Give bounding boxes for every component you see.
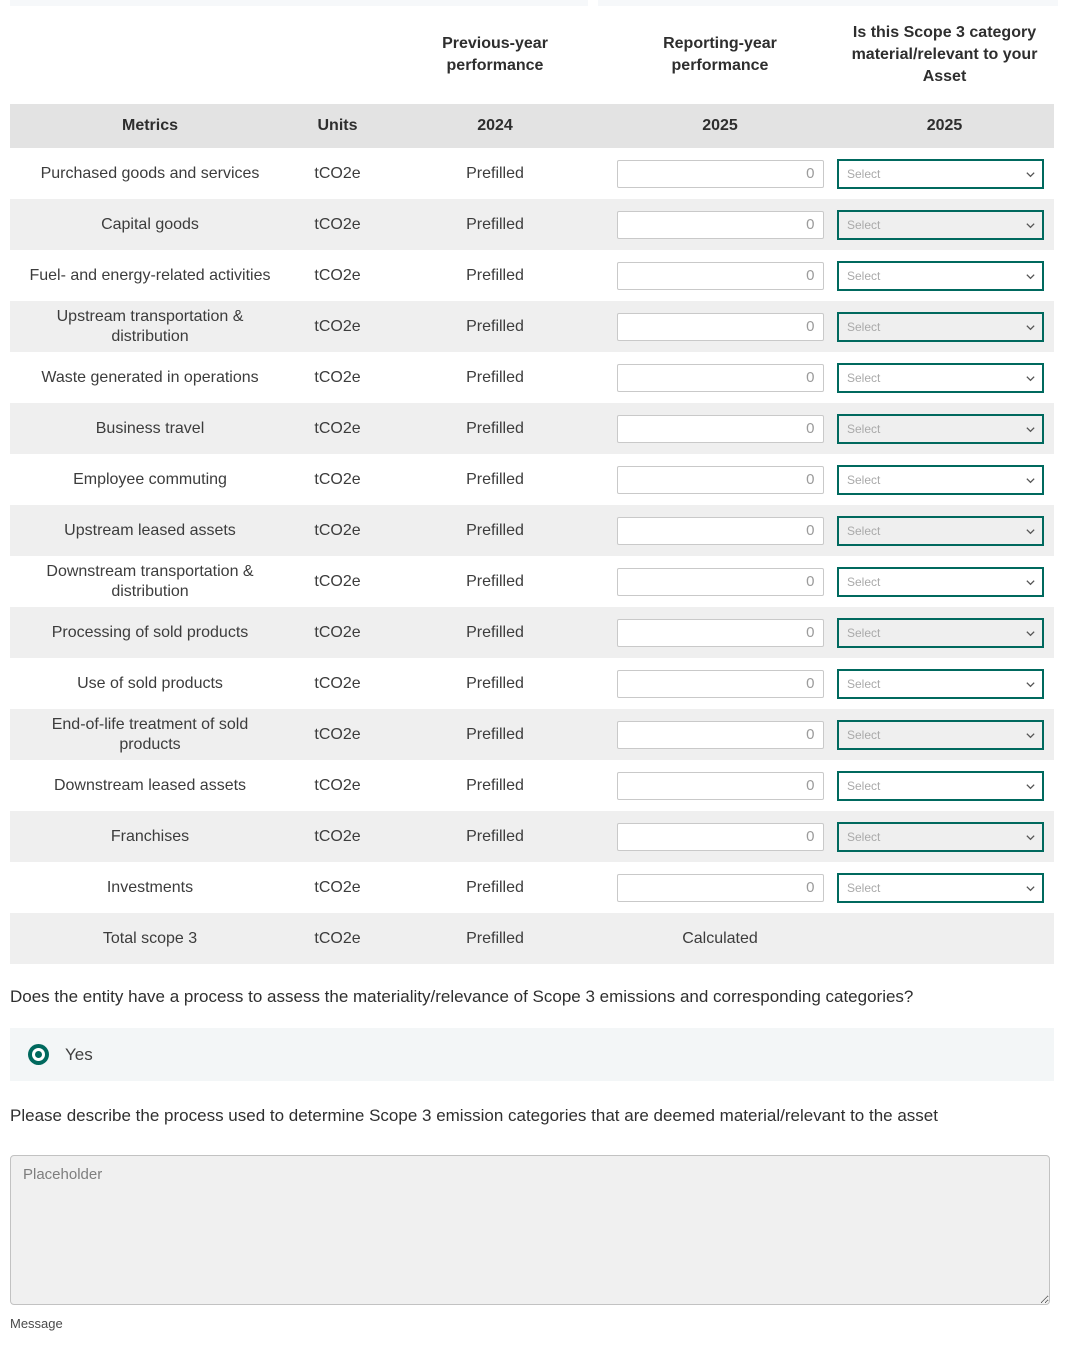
material-select[interactable] bbox=[837, 516, 1044, 546]
total-metric-name: Total scope 3 bbox=[102, 929, 198, 947]
material-select[interactable] bbox=[837, 873, 1044, 903]
metric-name: Upstream leased assets bbox=[64, 521, 236, 539]
table-row bbox=[10, 454, 1054, 505]
table-header-row bbox=[10, 104, 1054, 148]
material-select[interactable] bbox=[837, 210, 1044, 240]
material-select[interactable] bbox=[837, 159, 1044, 189]
material-select-wrap bbox=[837, 210, 1044, 240]
previous-year-value: Prefilled bbox=[466, 317, 524, 335]
table-row bbox=[10, 607, 1054, 658]
metric-unit: tCO2e bbox=[314, 215, 361, 233]
metric-unit: tCO2e bbox=[314, 470, 361, 488]
metric-name: Investments bbox=[106, 878, 194, 896]
scope3-material-header: Is this Scope 3 category material/relevant to your Asset bbox=[851, 24, 1038, 85]
metric-unit: tCO2e bbox=[314, 572, 361, 590]
reporting-year-performance-header: Reporting-year performance bbox=[663, 35, 777, 74]
metric-name: Employee commuting bbox=[73, 470, 227, 488]
reporting-year-input[interactable] bbox=[617, 466, 824, 494]
table-row bbox=[10, 505, 1054, 556]
reporting-year-input[interactable] bbox=[617, 262, 824, 290]
material-select-wrap bbox=[837, 618, 1044, 648]
material-select[interactable] bbox=[837, 363, 1044, 393]
table-row bbox=[10, 658, 1054, 709]
metric-name: Purchased goods and services bbox=[40, 164, 260, 182]
metric-unit: tCO2e bbox=[314, 776, 361, 794]
previous-year-performance-header: Previous-year performance bbox=[442, 35, 548, 74]
previous-year-value: Prefilled bbox=[466, 521, 524, 539]
table-row bbox=[10, 301, 1054, 352]
metric-unit: tCO2e bbox=[314, 725, 361, 743]
metric-unit: tCO2e bbox=[314, 674, 361, 692]
previous-year-value: Prefilled bbox=[466, 674, 524, 692]
material-select[interactable] bbox=[837, 771, 1044, 801]
yes-label: Yes bbox=[65, 1044, 93, 1064]
metric-name: Franchises bbox=[110, 827, 190, 845]
table-row bbox=[10, 352, 1054, 403]
material-select-wrap bbox=[837, 873, 1044, 903]
metric-name: Business travel bbox=[95, 419, 205, 437]
table-row bbox=[10, 760, 1054, 811]
metric-unit: tCO2e bbox=[314, 878, 361, 896]
reporting-year-input[interactable] bbox=[617, 211, 824, 239]
reporting-year-input[interactable] bbox=[617, 823, 824, 851]
total-previous-value: Prefilled bbox=[466, 929, 524, 947]
material-select-wrap bbox=[837, 516, 1044, 546]
material-select-wrap bbox=[837, 669, 1044, 699]
metric-unit: tCO2e bbox=[314, 623, 361, 641]
metric-unit: tCO2e bbox=[314, 164, 361, 182]
metric-unit: tCO2e bbox=[314, 827, 361, 845]
material-select-wrap bbox=[837, 771, 1044, 801]
previous-year-value: Prefilled bbox=[466, 164, 524, 182]
materiality-answer-option[interactable] bbox=[10, 1028, 1054, 1081]
message-label: Message bbox=[10, 1316, 63, 1331]
table-row bbox=[10, 709, 1054, 760]
metrics-column-header: Metrics bbox=[121, 117, 179, 134]
material-select[interactable] bbox=[837, 261, 1044, 291]
reporting-year-input[interactable] bbox=[617, 772, 824, 800]
material-select-wrap bbox=[837, 567, 1044, 597]
materiality-process-question: Does the entity have a process to assess the materiality/relevance of Scope 3 emissions and corresponding categories? bbox=[10, 987, 914, 1006]
table-body bbox=[10, 148, 1054, 913]
total-unit: tCO2e bbox=[314, 929, 361, 947]
reporting-year-input[interactable] bbox=[617, 670, 824, 698]
reporting-year-input[interactable] bbox=[617, 160, 824, 188]
metric-name: Upstream transportation & distribution bbox=[56, 307, 244, 345]
material-select[interactable] bbox=[837, 414, 1044, 444]
previous-year-value: Prefilled bbox=[466, 878, 524, 896]
top-divider-strip-left bbox=[10, 0, 588, 6]
material-select[interactable] bbox=[837, 567, 1044, 597]
material-select-wrap bbox=[837, 414, 1044, 444]
material-select-wrap bbox=[837, 312, 1044, 342]
material-select-wrap bbox=[837, 363, 1044, 393]
yes-radio-ring bbox=[32, 1048, 45, 1061]
material-select-wrap bbox=[837, 261, 1044, 291]
yes-radio-dot bbox=[35, 1051, 42, 1058]
material-year-column-header: 2025 bbox=[926, 117, 963, 134]
material-select-wrap bbox=[837, 465, 1044, 495]
material-select-wrap bbox=[837, 159, 1044, 189]
previous-year-value: Prefilled bbox=[466, 776, 524, 794]
metric-unit: tCO2e bbox=[314, 521, 361, 539]
material-select[interactable] bbox=[837, 465, 1044, 495]
metric-name: Fuel- and energy-related activities bbox=[29, 266, 271, 284]
metric-name: Use of sold products bbox=[77, 674, 223, 692]
previous-year-value: Prefilled bbox=[466, 827, 524, 845]
previous-year-value: Prefilled bbox=[466, 572, 524, 590]
previous-year-value: Prefilled bbox=[466, 725, 524, 743]
column-group-headers bbox=[10, 16, 1054, 94]
material-select-wrap bbox=[837, 822, 1044, 852]
total-reporting-value: Calculated bbox=[682, 929, 758, 947]
previous-year-value: Prefilled bbox=[466, 623, 524, 641]
previous-year-value: Prefilled bbox=[466, 215, 524, 233]
material-select[interactable] bbox=[837, 312, 1044, 342]
metric-name: End-of-life treatment of sold products bbox=[51, 715, 249, 753]
previous-year-value: Prefilled bbox=[466, 368, 524, 386]
reporting-year-input[interactable] bbox=[617, 364, 824, 392]
material-select[interactable] bbox=[837, 822, 1044, 852]
table-row bbox=[10, 403, 1054, 454]
yes-radio[interactable] bbox=[28, 1044, 49, 1065]
table-row bbox=[10, 862, 1054, 913]
metric-name: Downstream transportation & distribution bbox=[46, 562, 254, 600]
previous-year-value: Prefilled bbox=[466, 419, 524, 437]
metric-name: Processing of sold products bbox=[51, 623, 249, 641]
reporting-year-column-header: 2025 bbox=[702, 117, 738, 134]
previous-year-value: Prefilled bbox=[466, 266, 524, 284]
total-scope3-row bbox=[10, 913, 1054, 964]
reporting-year-input[interactable] bbox=[617, 313, 824, 341]
reporting-year-input[interactable] bbox=[617, 874, 824, 902]
describe-process-question: Please describe the process used to determine Scope 3 emission categories that are deemed material/relevant to the asset bbox=[10, 1106, 938, 1125]
process-description-textarea[interactable] bbox=[10, 1155, 1050, 1305]
reporting-year-input[interactable] bbox=[617, 568, 824, 596]
material-select-wrap bbox=[837, 720, 1044, 750]
metric-name: Capital goods bbox=[101, 215, 199, 233]
table-row bbox=[10, 811, 1054, 862]
reporting-year-input[interactable] bbox=[617, 721, 824, 749]
metric-name: Downstream leased assets bbox=[53, 776, 247, 794]
metric-name: Waste generated in operations bbox=[41, 368, 259, 386]
reporting-year-input[interactable] bbox=[617, 619, 824, 647]
previous-year-value: Prefilled bbox=[466, 470, 524, 488]
metric-unit: tCO2e bbox=[314, 368, 361, 386]
previous-year-column-header: 2024 bbox=[477, 117, 513, 134]
material-select[interactable] bbox=[837, 720, 1044, 750]
metric-unit: tCO2e bbox=[314, 419, 361, 437]
metric-unit: tCO2e bbox=[314, 266, 361, 284]
table-row bbox=[10, 148, 1054, 199]
table-row bbox=[10, 250, 1054, 301]
material-select[interactable] bbox=[837, 618, 1044, 648]
table-row bbox=[10, 199, 1054, 250]
material-select[interactable] bbox=[837, 669, 1044, 699]
top-divider-strip-right bbox=[598, 0, 1058, 6]
reporting-year-input[interactable] bbox=[617, 517, 824, 545]
table-row bbox=[10, 556, 1054, 607]
metric-unit: tCO2e bbox=[314, 317, 361, 335]
reporting-year-input[interactable] bbox=[617, 415, 824, 443]
units-column-header: Units bbox=[317, 117, 358, 134]
